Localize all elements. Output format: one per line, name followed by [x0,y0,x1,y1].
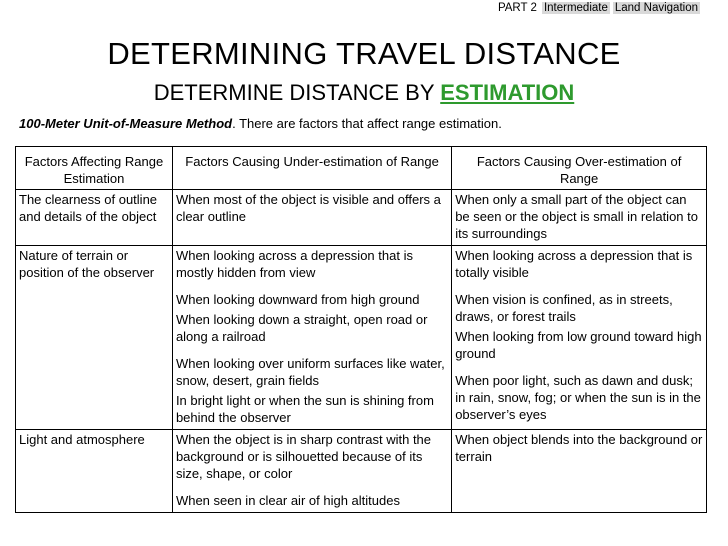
over-item: When object blends into the background or terrain [455,432,703,464]
part-label: PART 2 [497,2,537,14]
under-cell [172,430,451,513]
method-name: 100-Meter Unit-of-Measure Method [19,116,233,131]
factor-cell: Nature of terrain or position of the observer [16,246,173,430]
header-bar [498,2,700,14]
range-estimation-table [15,146,707,513]
over-cell [452,190,707,246]
subtitle-accent: ESTIMATION [440,80,575,105]
factor-cell: Light and atmosphere [16,430,173,513]
table-row [16,190,707,246]
column-header: Factors Causing Under-estimation of Range [172,147,451,190]
under-item: When looking downward from high ground [175,292,420,307]
under-item: When looking over uniform surfaces like water, snow, desert, grain fields [175,356,445,388]
table-row [16,246,707,430]
level-label: Intermediate [543,2,608,14]
under-cell [172,190,451,246]
table-row [16,430,707,513]
over-cell [452,246,707,430]
subtitle-prefix: DETERMINE DISTANCE BY [153,80,435,105]
under-item: In bright light or when the sun is shining from behind the observer [175,393,434,425]
under-item: When most of the object is visible and offers a clear outline [175,192,441,224]
page-title: DETERMINING TRAVEL DISTANCE [107,36,621,71]
over-item: When only a small part of the object can be seen or the object is small in relation to its surroundings [455,192,698,241]
intro-text [19,116,502,131]
under-cell [172,246,451,430]
over-item: When looking from low ground toward high ground [455,329,702,361]
over-cell [452,430,707,513]
column-header: Factors Causing Over-estimation of Range [452,147,707,190]
subject-label: Land Navigation [614,2,698,14]
under-item: When looking down a straight, open road or along a railroad [175,312,428,344]
under-item: When seen in clear air of high altitudes [175,493,400,508]
over-item: When looking across a depression that is totally visible [455,248,693,280]
column-header: Factors Affecting Range Estimation [16,147,173,190]
over-item: When poor light, such as dawn and dusk; in rain, snow, fog; or when the sun is in the observer’s eyes [455,373,701,422]
over-item: When vision is confined, as in streets, draws, or forest trails [455,292,673,324]
factor-cell: The clearness of outline and details of the object [16,190,173,246]
page-subtitle [0,80,728,106]
intro-sentence: . There are factors that affect range estimation. [232,116,502,131]
under-item: When the object is in sharp contrast with the background or is silhouetted because of its size, shape, or color [175,432,432,481]
table-header-row [16,147,707,190]
under-item: When looking across a depression that is mostly hidden from view [175,248,413,280]
